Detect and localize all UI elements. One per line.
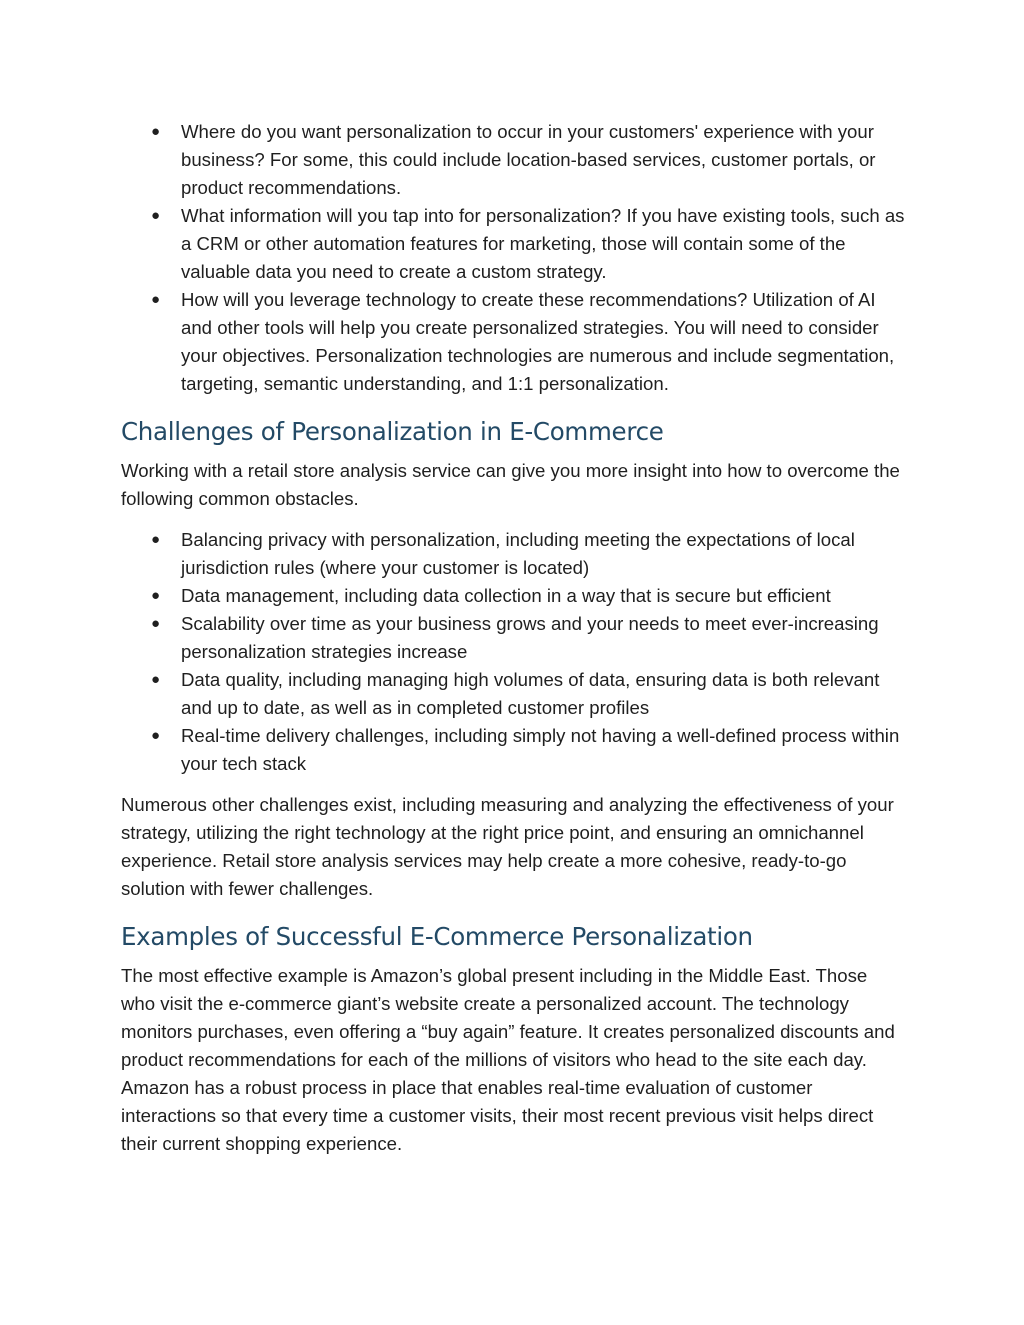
list-item: ● Data management, including data collection in a way that is secure but efficient [121, 582, 906, 610]
list-item: ● Data quality, including managing high volumes of data, ensuring data is both relevant and up to date, as well as in completed customer profiles [121, 666, 906, 722]
challenges-intro-paragraph: Working with a retail store analysis service can give you more insight into how to overcome the following common obstacles. [121, 460, 900, 509]
personalization-questions-list [121, 118, 906, 398]
list-item: ● Where do you want personalization to occur in your customers' experience with your business? For some, this could include location-based services, customer portals, or product recommendations. [121, 118, 906, 202]
list-item: ● How will you leverage technology to create these recommendations? Utilization of AI and other tools will help you create personalized strategies. You will need to consider your objectives. Personalization technologies are numerous and include segmentation, targeting, semantic understanding, and 1:1 personalization. [121, 286, 906, 398]
list-item: ● What information will you tap into for personalization? If you have existing tools, such as a CRM or other automation features for marketing, those will contain some of the valuable data you need to create a custom strategy. [121, 202, 906, 286]
challenges-closing-paragraph: Numerous other challenges exist, including measuring and analyzing the effectiveness of your strategy, utilizing the right technology at the right price point, and ensuring an omnichannel experience. Retail store analysis services may help create a more cohesive, ready-to-go solution with fewer challenges. [121, 794, 894, 899]
examples-paragraph: The most effective example is Amazon’s global present including in the Middle East. Those who visit the e-commerce giant’s website create a personalized account. The technology monitors purchases, even offering a “buy again” feature. It creates personalized discounts and product recommendations for each of the millions of visitors who head to the site each day. Amazon has a robust process in place that enables real-time evaluation of customer interactions so that every time a customer visits, their most recent previous visit helps direct their current shopping experience. [121, 965, 895, 1154]
examples-heading: Examples of Successful E-Commerce Personalization [121, 922, 753, 951]
document-page [121, 118, 906, 1158]
list-item: ● Balancing privacy with personalization, including meeting the expectations of local jurisdiction rules (where your customer is located) [121, 526, 906, 582]
challenges-list [121, 526, 906, 778]
list-item: ● Real-time delivery challenges, including simply not having a well-defined process within your tech stack [121, 722, 906, 778]
list-item: ● Scalability over time as your business grows and your needs to meet ever-increasing personalization strategies increase [121, 610, 906, 666]
challenges-heading: Challenges of Personalization in E-Commerce [121, 417, 664, 446]
